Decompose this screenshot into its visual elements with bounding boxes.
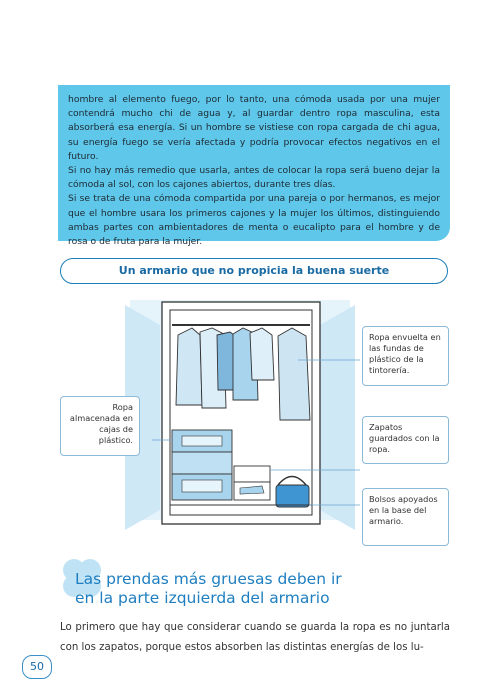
illustration-title: Un armario que no propicia la buena suerte <box>60 258 448 284</box>
intro-paragraph-1: hombre al elemento fuego, por lo tanto, una cómoda usada por una mujer contendrá mucho chi de agua y, al guardar dentro ropa masculina, esta absorberá esa energía. Si un hombre se vistiese con ropa cargada de chi agua, su energía fuego se vería afectada y podría provocar efectos negativos en el futuro. <box>68 94 440 162</box>
intro-text-box <box>58 85 450 248</box>
section-heading-line-2: en la parte izquierda del armario <box>75 589 330 607</box>
intro-paragraph-2: Si no hay más remedio que usarla, antes de colocar la ropa será bueno dejar la cómoda al sol, con los cajones abiertos, durante tres días. <box>68 165 440 191</box>
page-number: 50 <box>22 655 52 679</box>
section-body: Lo primero que hay que considerar cuando se guarda la ropa es no juntarla con los zapatos, porque estos absorben las distintas energías de los lu- <box>60 622 450 653</box>
callout-plastic-boxes: Ropa almacenada en cajas de plástico. <box>60 396 140 456</box>
section-heading <box>75 570 342 608</box>
callout-bags: Bolsos apoyados en la base del armario. <box>362 488 449 546</box>
callout-plastic-covers: Ropa envuelta en las fundas de plástico de la tintorería. <box>362 326 449 386</box>
section-heading-line-1: Las prendas más gruesas deben ir <box>75 570 342 588</box>
intro-paragraph-3: Si se trata de una cómoda compartida por una pareja o por hermanos, es mejor que el hombre usara los primeros cajones y la mujer los últimos, distinguiendo ambas partes con ambientadores de menta o eucalipto para el hombre y de rosa o de fruta para la mujer. <box>68 193 440 248</box>
callout-shoes: Zapatos guardados con la ropa. <box>362 416 449 464</box>
wardrobe-illustration <box>120 290 360 545</box>
